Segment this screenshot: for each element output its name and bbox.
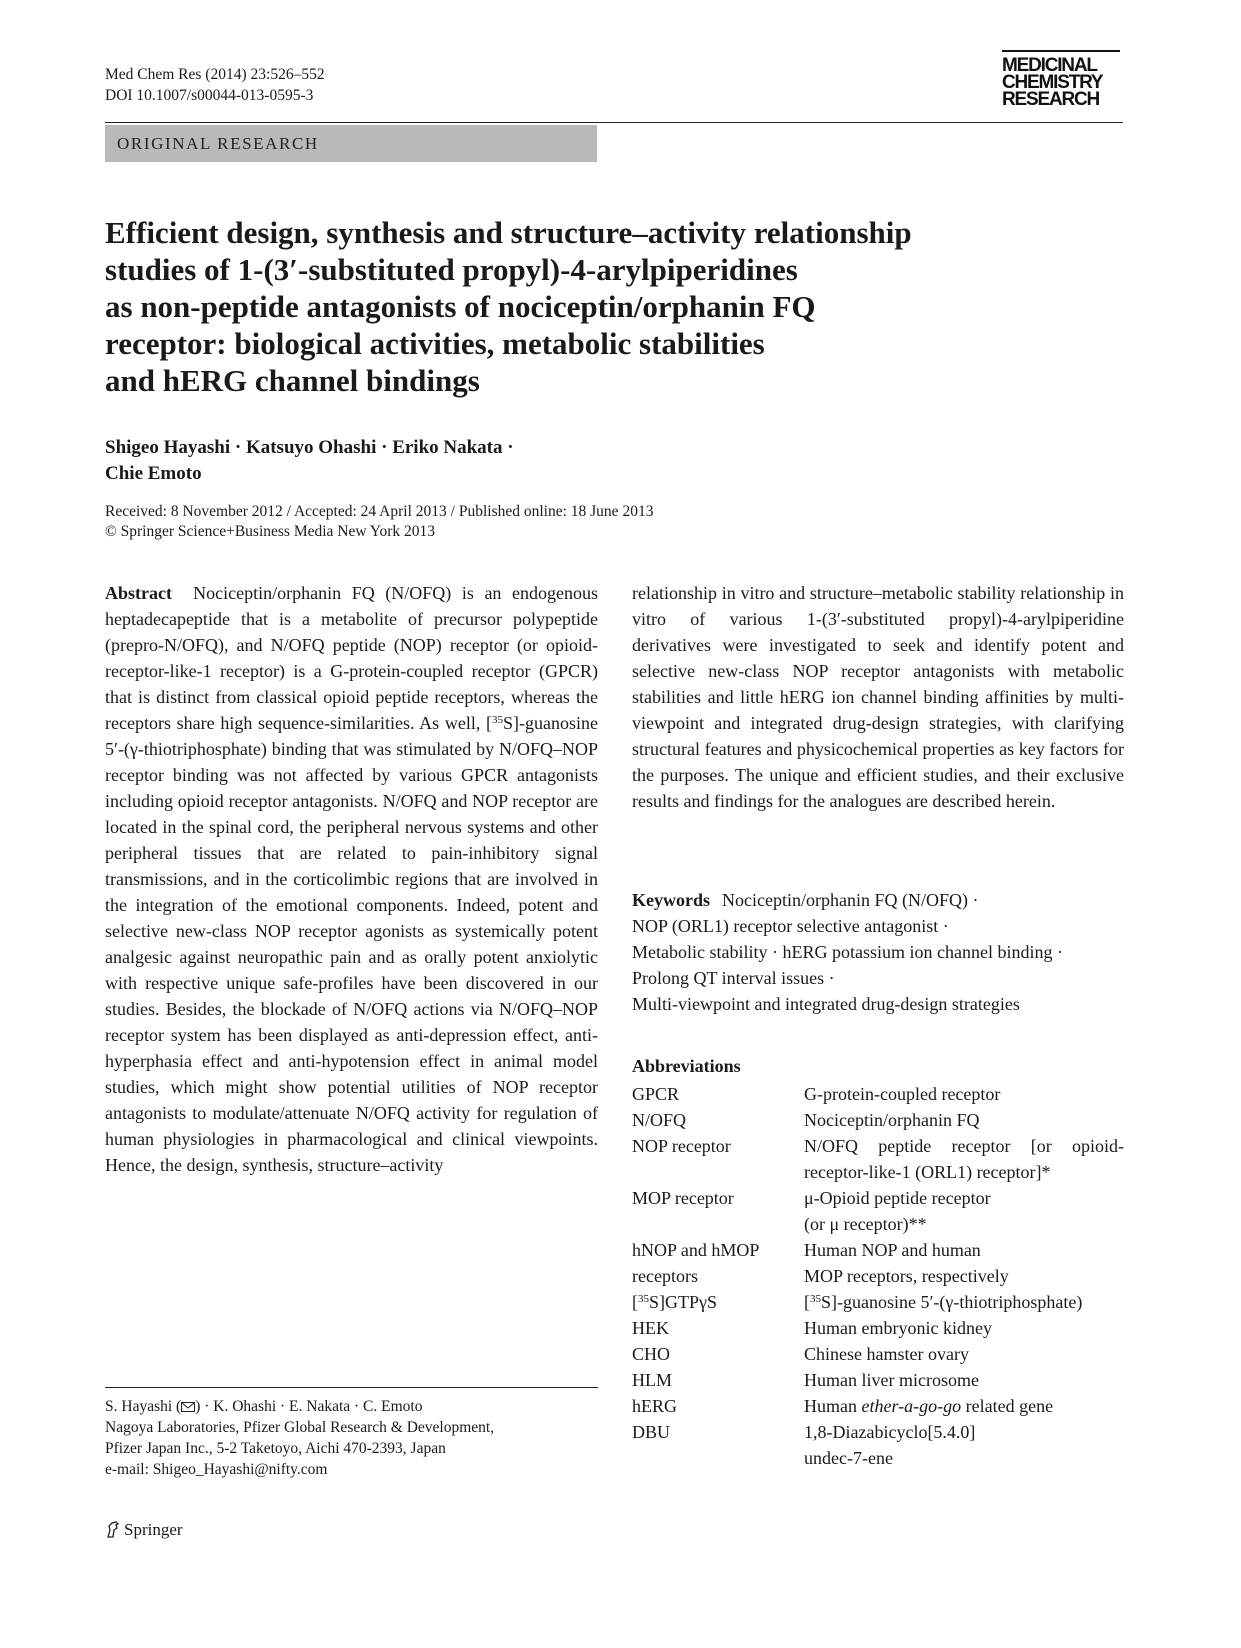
abbr-def: G-protein-coupled receptor	[804, 1084, 1001, 1104]
abbreviations-table	[632, 1081, 1124, 1471]
abbr-def: Human NOP and human	[804, 1240, 981, 1260]
title-line: as non-peptide antagonists of nociceptin/orphanin FQ	[105, 289, 816, 324]
title-line: studies of 1-(3′-substituted propyl)-4-arylpiperidines	[105, 252, 798, 287]
abbr-def: Human liver microsome	[804, 1370, 979, 1390]
publisher-mark	[105, 1520, 183, 1540]
abbr-def: 1,8-Diazabicyclo[5.4.0]	[804, 1422, 976, 1442]
logo-line-2: CHEMISTRY	[1002, 72, 1103, 93]
section-banner: ORIGINAL RESEARCH	[105, 125, 597, 162]
abbr-row	[632, 1107, 1124, 1133]
doi: DOI 10.1007/s00044-013-0595-3	[105, 87, 314, 104]
abbr-row	[632, 1081, 1124, 1107]
keywords-block	[632, 887, 1124, 1017]
abbr-def: receptor-like-1 (ORL1) receptor]*	[804, 1162, 1051, 1182]
abstract-right-column: relationship in vitro and structure–metabolic stability relationship in vitro of various 1-(3′-substituted propyl)-4-arylpiperidine derivatives were investigated to seek and identify potent and selective new-class NOP receptor antagonists with metabolic stabilities and little hERG ion channel binding affinities by multi-viewpoint and integrated drug-design strategies, with clarifying structural features and physicochemical properties as key factors for the purposes. The unique and efficient studies, and their exclusive results and findings for the analogues are described herein.	[632, 583, 1124, 811]
abstract-text-part2: S]-guanosine 5′-(γ-thiotriphosphate) binding that was stimulated by N/OFQ–NOP receptor binding was not affected by various GPCR antagonists including opioid receptor antagonists. N/OFQ and NOP receptor are located in the spinal cord, the peripheral nervous systems and other peripheral tissues that are related to pain-inhibitory signal transmissions, and in the corticolimbic regions that are involved in the integration of the emotional components. Indeed, potent and selective new-class NOP receptor agonists as systemically potent analgesic against neuropathic pain and as orally potent anxiolytic with respective unique safe-profiles have been discovered in our studies. Besides, the blockade of N/OFQ actions via N/OFQ–NOP receptor system has been displayed as anti-depression effect, anti-hyperphasia effect and anti-hypotension effect in animal model studies, which might show potential utilities of NOP receptor antagonists to modulate/attenuate N/OFQ activity for regulation of human physiologies in pharmacological and clinical viewpoints. Hence, the design, synthesis, structure–activity	[105, 713, 598, 1175]
abbr-term: DBU	[632, 1422, 671, 1442]
abbr-row	[632, 1393, 1124, 1419]
isotope-superscript: 35	[638, 1293, 649, 1305]
envelope-icon	[181, 1402, 195, 1412]
abbr-def-part: S]-guanosine 5′-(γ-thiotriphosphate)	[821, 1292, 1083, 1312]
abstract-text-part1: Nociceptin/orphanin FQ (N/OFQ) is an endogenous heptadecapeptide that is a metabolite of precursor polypeptide (prepro-N/OFQ), and N/OFQ peptide (NOP) receptor (or opioid-receptor-like-1 receptor) is a G-protein-coupled receptor (GPCR) that is distinct from classical opioid peptide receptors, whereas the receptors share high sequence-similarities. As well, [	[105, 583, 598, 733]
title-line: Efficient design, synthesis and structure–activity relationship	[105, 215, 912, 250]
abbr-def: MOP receptors, respectively	[804, 1266, 1009, 1286]
keyword-line: Prolong QT interval issues ·	[632, 968, 835, 988]
journal-citation	[105, 64, 325, 106]
title-line: and hERG channel bindings	[105, 363, 480, 398]
keyword-line: Metabolic stability · hERG potassium ion channel binding ·	[632, 942, 1063, 962]
logo-line-3: RESEARCH	[1002, 89, 1100, 110]
abbr-row	[632, 1419, 1124, 1471]
citation: Med Chem Res (2014) 23:526–552	[105, 66, 325, 83]
abbr-term: N/OFQ	[632, 1110, 687, 1130]
isotope-superscript: 35	[492, 714, 504, 726]
abbr-row	[632, 1341, 1124, 1367]
abbr-def: Nociceptin/orphanin FQ	[804, 1110, 980, 1130]
footnote-authors	[105, 1396, 598, 1417]
abbr-row	[632, 1367, 1124, 1393]
abbr-term-part: [	[632, 1292, 638, 1312]
abbr-def: (or μ receptor)**	[804, 1214, 927, 1234]
abbr-def-part: Human	[804, 1396, 862, 1416]
abbr-term-part: S]GTPγS	[649, 1292, 717, 1312]
abbr-term	[632, 1289, 804, 1315]
abbr-term: GPCR	[632, 1084, 680, 1104]
abbr-term: MOP receptor	[632, 1188, 734, 1208]
logo-line-1: MEDICINAL	[1002, 55, 1097, 76]
abbr-term: hERG	[632, 1396, 677, 1416]
keyword-line: NOP (ORL1) receptor selective antagonist ·	[632, 916, 949, 936]
copyright-line: © Springer Science+Business Media New York 2013	[105, 523, 436, 540]
abbr-term: HEK	[632, 1318, 669, 1338]
abbr-def: N/OFQ peptide receptor [or opioid-	[804, 1136, 1124, 1156]
abbr-row	[632, 1289, 1124, 1315]
abbr-def: μ-Opioid peptide receptor	[804, 1188, 991, 1208]
keywords-label: Keywords	[632, 890, 710, 910]
footnote-divider	[105, 1387, 598, 1388]
abbr-def: undec-7-ene	[804, 1448, 893, 1468]
authors-line-2: Chie Emoto	[105, 463, 202, 484]
keyword-line: Multi-viewpoint and integrated drug-design strategies	[632, 994, 1020, 1014]
abbr-term: hNOP and hMOP	[632, 1240, 760, 1260]
author-list	[105, 435, 514, 487]
abbr-term: CHO	[632, 1344, 671, 1364]
isotope-superscript: 35	[810, 1293, 821, 1305]
header-divider	[105, 122, 1123, 123]
affiliation-line: Nagoya Laboratories, Pfizer Global Research & Development,	[105, 1419, 495, 1436]
abbr-def	[804, 1289, 1124, 1315]
abbr-def-italic: ether-a-go-go	[861, 1396, 962, 1416]
publication-dates	[105, 502, 653, 542]
abbr-def: Human embryonic kidney	[804, 1318, 992, 1338]
email-line: e-mail: Shigeo_Hayashi@nifty.com	[105, 1461, 328, 1478]
abbr-row	[632, 1133, 1124, 1185]
abbr-row	[632, 1315, 1124, 1341]
abbreviations-title: Abbreviations	[632, 1056, 741, 1076]
dates-line: Received: 8 November 2012 / Accepted: 24 April 2013 / Published online: 18 June 2013	[105, 503, 654, 520]
abbr-def-part: [	[804, 1292, 810, 1312]
abbr-term: NOP receptor	[632, 1136, 731, 1156]
publisher-name: Springer	[124, 1520, 183, 1539]
keyword-line: Nociceptin/orphanin FQ (N/OFQ) ·	[722, 890, 979, 910]
abbr-term: HLM	[632, 1370, 672, 1390]
footnote-authors-part: ) · K. Ohashi · E. Nakata · C. Emoto	[195, 1398, 423, 1415]
abbr-def: Chinese hamster ovary	[804, 1344, 969, 1364]
abbr-def	[804, 1393, 1124, 1419]
abstract-left-column	[105, 580, 598, 1178]
affiliation-line: Pfizer Japan Inc., 5-2 Taketoyo, Aichi 470-2393, Japan	[105, 1440, 446, 1457]
authors-line-1: Shigeo Hayashi · Katsuyo Ohashi · Eriko Nakata ·	[105, 437, 514, 458]
abbr-row	[632, 1185, 1124, 1237]
abbr-row	[632, 1237, 1124, 1289]
abstract-label: Abstract	[105, 583, 172, 603]
footnote-authors-part: S. Hayashi (	[105, 1398, 182, 1415]
springer-horse-icon	[105, 1521, 121, 1539]
title-line: receptor: biological activities, metabolic stabilities	[105, 326, 765, 361]
article-title	[105, 214, 1005, 399]
author-affiliation-footnote	[105, 1396, 598, 1480]
journal-logo	[1002, 50, 1122, 108]
abbr-term: receptors	[632, 1266, 698, 1286]
abbr-def-part: related gene	[961, 1396, 1054, 1416]
